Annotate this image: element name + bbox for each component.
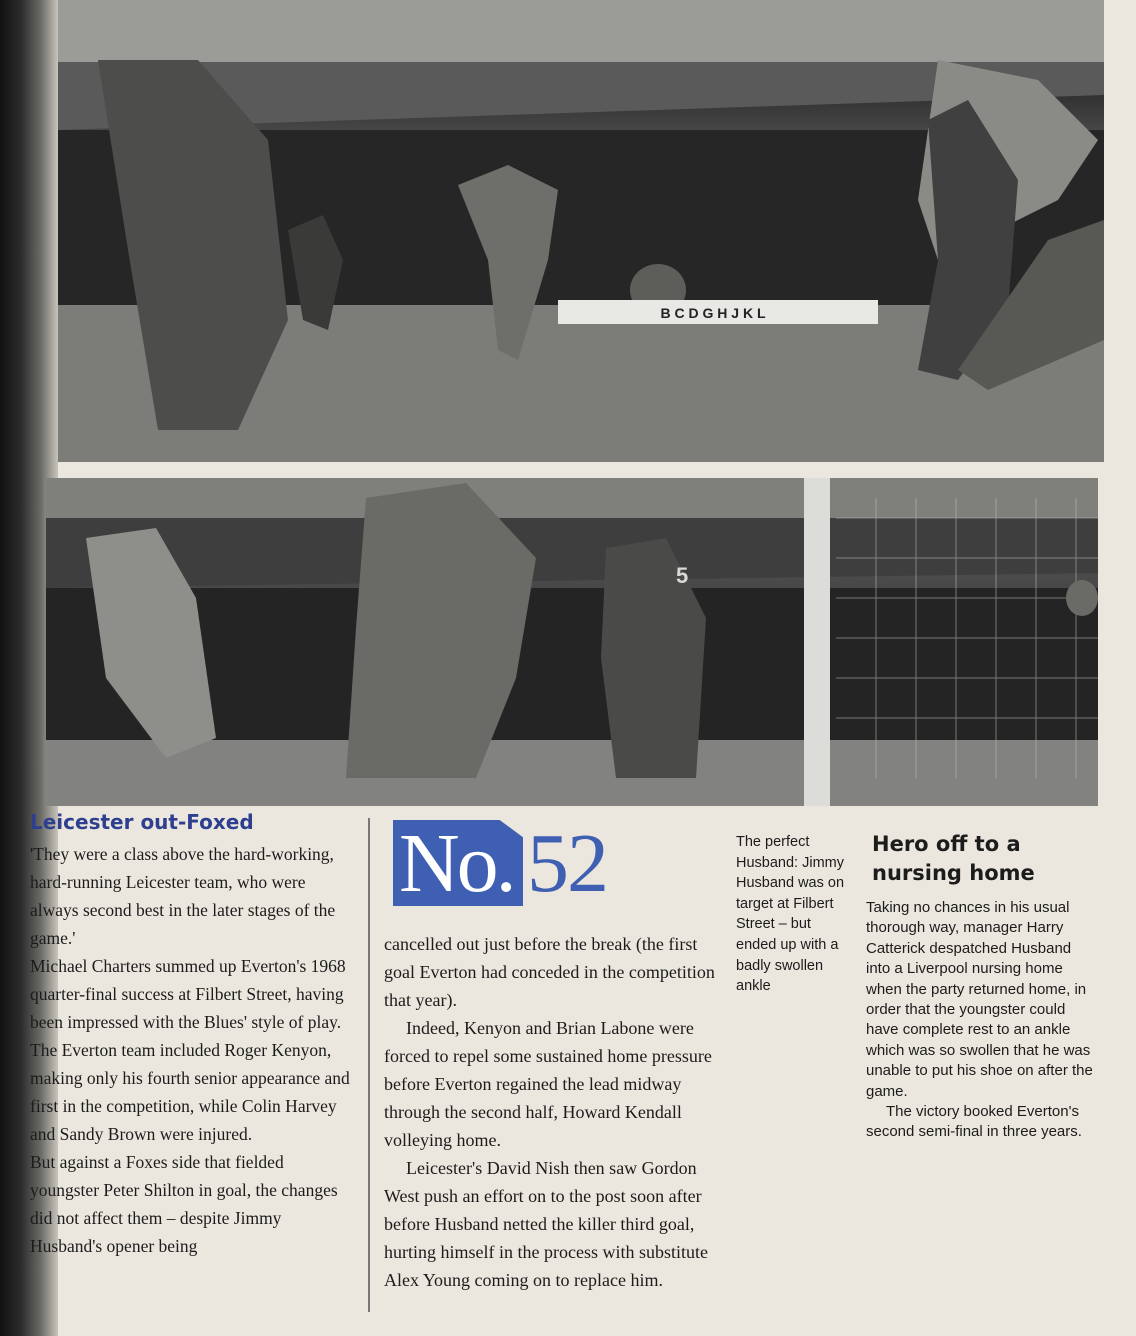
badge-prefix: No. <box>399 817 514 910</box>
match-photo-bottom <box>46 478 1098 806</box>
ranking-badge <box>393 814 643 914</box>
photo-caption <box>736 832 846 997</box>
hoarding-letters: B C D G H J K L <box>660 305 766 321</box>
sidebar-paragraph-1: Taking no chances in his usual thorough way, manager Harry Catterick despatched Husband into a Liverpool nursing home when the party returned home, in order that the youngster could have complete rest to an ankle which was so swollen that he was unable to put his shoe on after the game. <box>866 899 1093 1100</box>
main-paragraph-3: Leicester's David Nish then saw Gordon West push an effort on to the post soon after before Husband netted the killer third goal, hurting himself in the process with substitute Alex Young coming on to replace him. <box>384 1158 708 1290</box>
sidebar-heading: Hero off to a nursing home <box>872 832 1035 885</box>
shirt-number: 5 <box>676 563 689 588</box>
left-column-paragraph-1: 'They were a class above the hard-working, hard-running Leicester team, who were always second best in the later stages of the game.' <box>30 844 336 948</box>
sidebar-paragraph-2: The victory booked Everton's second semi-final in three years. <box>866 1103 1082 1141</box>
left-column-paragraph-2: Michael Charters summed up Everton's 1968 quarter-final success at Filbert Street, having been impressed with the Blues' style of play. <box>30 956 346 1032</box>
left-column-paragraph-3: The Everton team included Roger Kenyon, making only his fourth senior appearance and first in the competition, while Colin Harvey and Sandy Brown were injured. <box>30 1040 350 1144</box>
main-paragraph-1: cancelled out just before the break (the first goal Everton had conceded in the competition that year). <box>384 934 715 1010</box>
badge-number: 52 <box>527 817 607 910</box>
caption-text: The perfect Husband: Jimmy Husband was on target at Filbert Street – but ended up with a badly swollen ankle <box>736 834 845 995</box>
column-divider <box>368 818 370 1312</box>
main-paragraph-2: Indeed, Kenyon and Brian Labone were forced to repel some sustained home pressure before Everton regained the lead midway through the second half, Howard Kendall volleying home. <box>384 1018 712 1150</box>
left-column-heading: Leicester out-Foxed <box>30 810 254 834</box>
sidebar-body <box>866 898 1096 1143</box>
left-column <box>30 810 350 1260</box>
main-column <box>384 930 724 1294</box>
left-column-paragraph-4: But against a Foxes side that fielded youngster Peter Shilton in goal, the changes did not affect them – despite Jimmy Husband's opener being <box>30 1152 338 1256</box>
sidebar <box>866 830 1096 1143</box>
match-photo-top <box>58 0 1104 462</box>
